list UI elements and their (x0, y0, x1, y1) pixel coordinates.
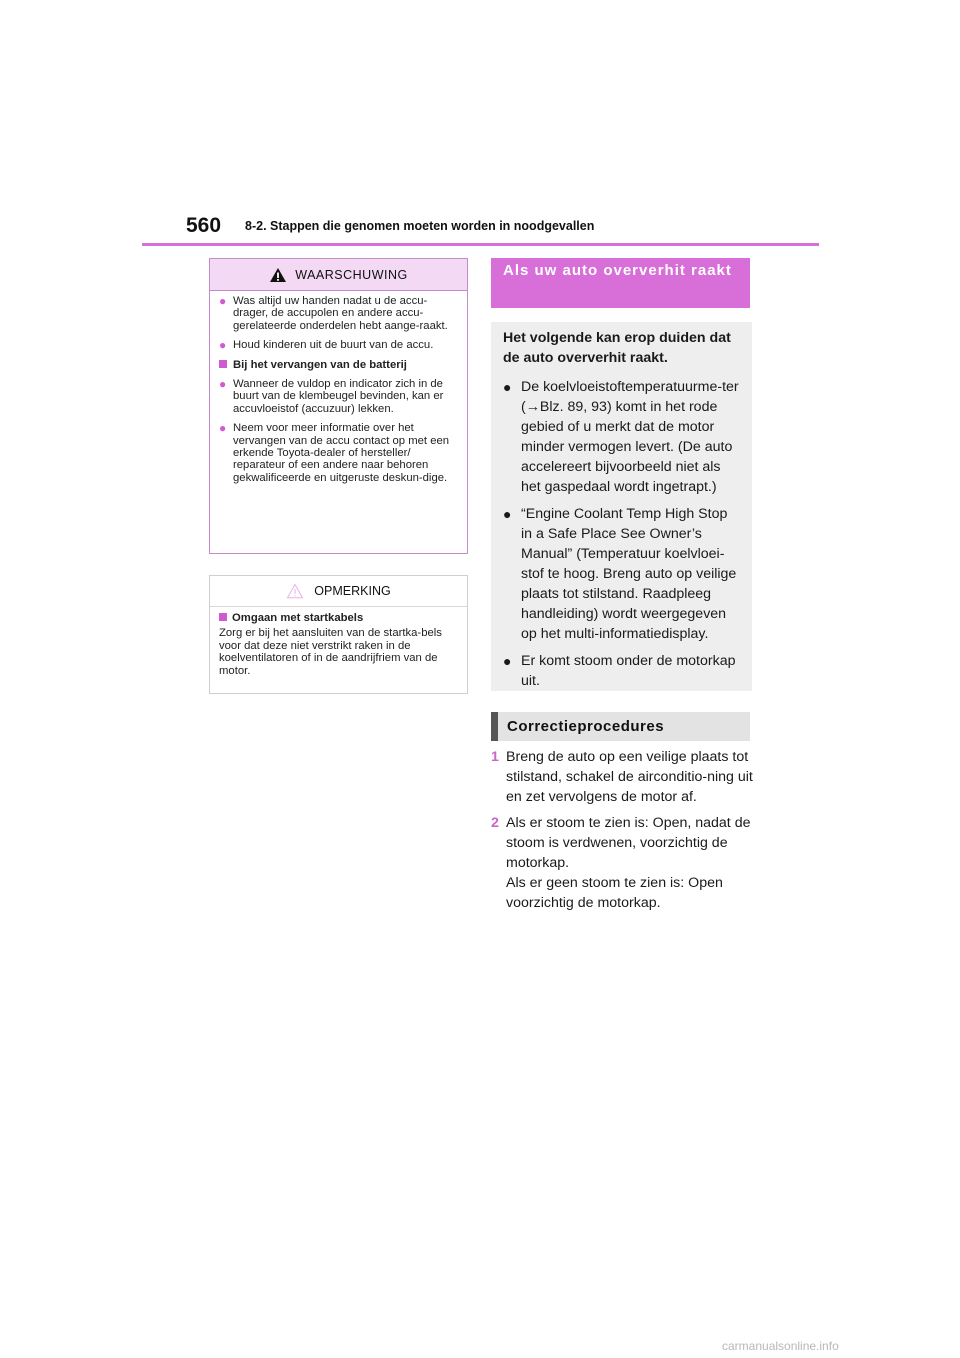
notice-title: OPMERKING (314, 584, 391, 598)
notice-box (209, 575, 468, 694)
warning-text-4: Neem voor meer informatie over het vervangen van de accu contact op met een erkende Toyota-dealer of hersteller/ reparateur of een andere naar behoren gekwalificeerde en uitgeruste deskun-dige. (233, 422, 450, 484)
bullet-dot-icon: ● (219, 294, 227, 308)
warning-item (219, 422, 458, 484)
warning-item (219, 378, 458, 415)
bullet-dot-icon: ● (219, 421, 227, 436)
warning-text-2: Houd kinderen uit de buurt van de accu. (233, 339, 434, 352)
warning-item (219, 339, 458, 351)
bullet-dot-icon: ● (219, 377, 227, 392)
procedure-steps (491, 747, 753, 919)
warning-subhead: Bij het vervangen van de batterij (219, 359, 458, 371)
warning-header (210, 259, 467, 291)
procedure-step (491, 747, 753, 807)
step-text-2b: Als er geen stoom te zien is: Open voorzichtig de motorkap. (506, 875, 723, 911)
bullet-dot-icon: ● (503, 379, 512, 395)
step-number: 1 (491, 749, 499, 765)
symptom-text-3: Er komt stoom onder de motorkap uit. (521, 653, 736, 689)
symptom-text-1: De koelvloeistoftemperatuurme-ter (→Blz. 89, 93) komt in het rode gebied of u merkt dat de motor minder vermogen levert. (De auto accelereert bijvoorbeeld niet als het gaspedaal wordt ingetrapt.) (521, 379, 739, 495)
symptom-bullet (503, 377, 740, 497)
symptom-bullet (503, 651, 740, 691)
symptom-intro: Het volgende kan erop duiden dat de auto oververhit raakt. (503, 330, 731, 366)
symptom-box (491, 322, 752, 691)
warning-box (209, 258, 468, 554)
bullet-dot-icon: ● (219, 338, 227, 353)
square-bullet-icon (219, 613, 227, 621)
procedures-heading: Correctieprocedures (491, 712, 750, 741)
warning-text-1: Was altijd uw handen nadat u de accu-drager, de accupolen en andere accu-gerelateerde onderdelen hebt aange-raakt. (233, 295, 448, 332)
warning-title: WAARSCHUWING (295, 267, 408, 282)
bullet-dot-icon: ● (503, 506, 512, 522)
overheat-heading: Als uw auto oververhit raakt (491, 258, 750, 308)
footer-watermark: carmanualsonline.info (722, 1339, 839, 1353)
step-text-1: Breng de auto op een veilige plaats tot stilstand, schakel de airconditio-ning uit en zet vervolgens de motor af. (506, 749, 753, 805)
notice-text: Zorg er bij het aansluiten van de startka-bels voor dat deze niet verstrikt raken in de koelventilatoren of in de aandrijfriem van de motor. (219, 627, 442, 677)
page-number: 560 (186, 214, 222, 237)
symptom-text-2: “Engine Coolant Temp High Stop in a Safe Place See Owner’s Manual” (Temperatuur koelvloei-stof te hoog. Breng auto op veilige plaats tot stilstand. Raadpleeg handleiding) wordt weergegeven op het multi-informatiedisplay. (521, 506, 737, 642)
warning-item (219, 295, 458, 332)
procedure-step (491, 813, 753, 913)
notice-subhead: Omgaan met startkabels (219, 612, 458, 624)
bullet-dot-icon: ● (503, 653, 512, 669)
notice-body (210, 607, 467, 682)
section-title: 8-2. Stappen die genomen moeten worden in noodgevallen (245, 219, 595, 233)
header-rule (142, 243, 819, 246)
step-text-2a: Als er stoom te zien is: Open, nadat de stoom is verdwenen, voorzichtig de motorkap. (506, 815, 751, 871)
warning-triangle-icon (269, 267, 287, 283)
step-text-2 (506, 813, 753, 913)
warning-body (210, 291, 467, 484)
caution-triangle-icon (286, 583, 304, 599)
step-number: 2 (491, 815, 499, 831)
square-bullet-icon (219, 360, 227, 368)
notice-header (210, 576, 467, 607)
warning-text-3: Wanneer de vuldop en indicator zich in de buurt van de klembeugel bevinden, kan er accuvloeistof (accuzuur) lekken. (233, 378, 444, 415)
symptom-bullet (503, 504, 740, 644)
